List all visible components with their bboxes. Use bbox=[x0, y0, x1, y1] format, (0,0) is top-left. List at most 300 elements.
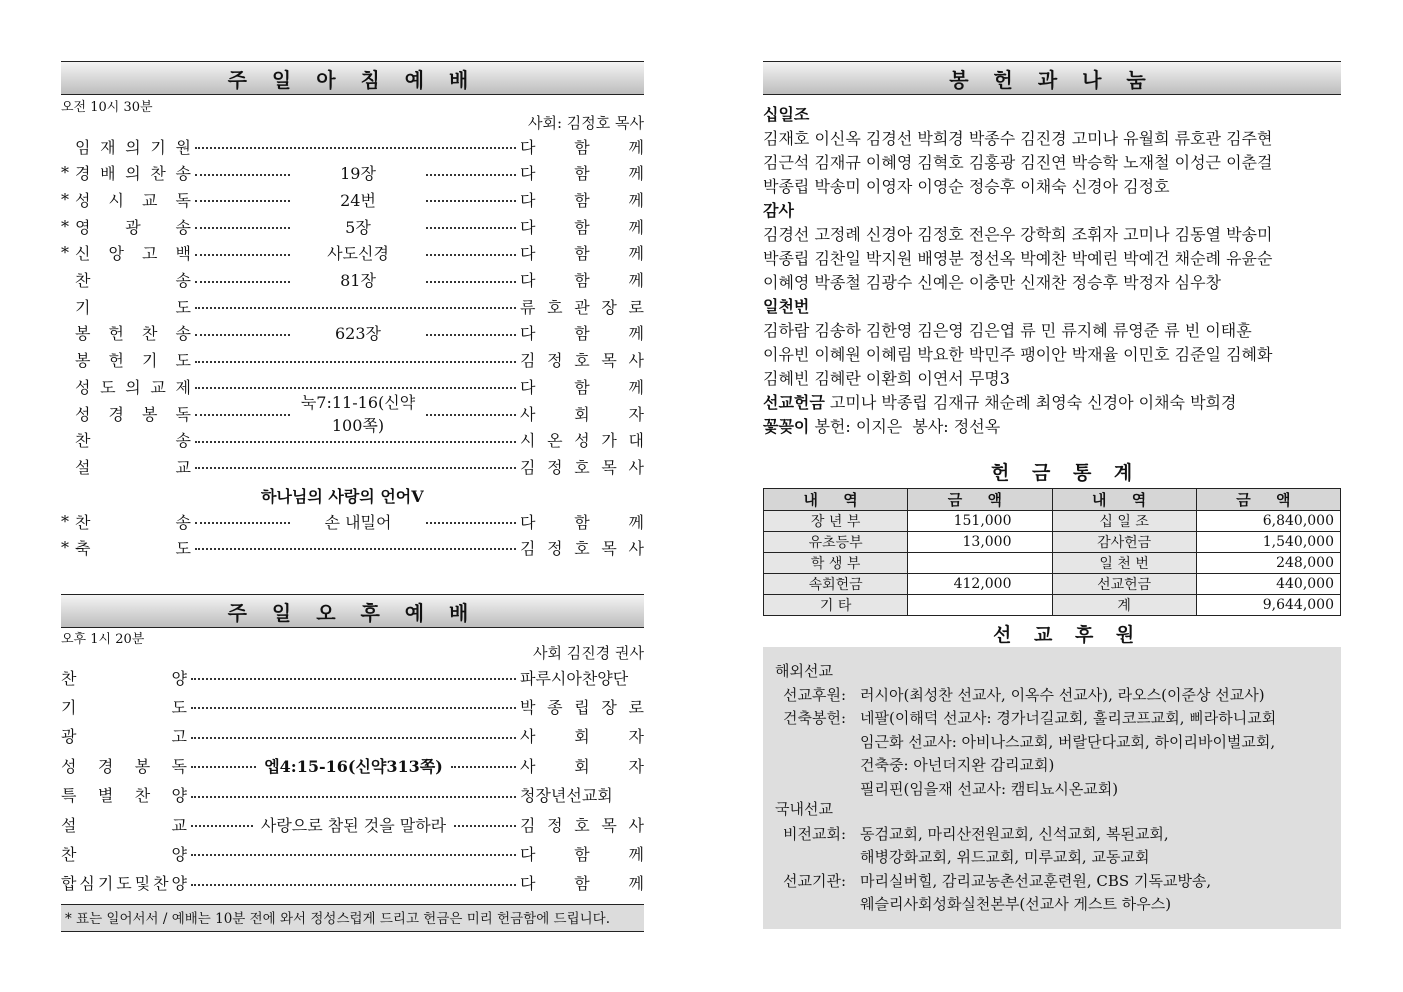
thanks-line: 이혜영 박종철 김광수 신예은 이충만 신재찬 정승후 박정자 심우창 bbox=[763, 273, 1222, 292]
star-mark: * bbox=[61, 163, 69, 183]
char: 목 bbox=[601, 457, 617, 477]
order-name bbox=[75, 348, 191, 371]
char: 도 bbox=[116, 874, 132, 894]
char: 찬 bbox=[142, 324, 158, 344]
order-name bbox=[61, 754, 187, 777]
char: 양 bbox=[171, 874, 187, 894]
leader-dots bbox=[195, 548, 516, 550]
stats-row bbox=[764, 553, 1341, 574]
order-row bbox=[61, 269, 644, 291]
char: 송 bbox=[175, 164, 191, 184]
order-row bbox=[61, 842, 644, 864]
stats-category: 계 bbox=[1052, 595, 1196, 616]
char: 사 bbox=[520, 727, 536, 747]
building-text: 임근화 선교사: 아비나스교회, 버랄단다교회, 하이리바이벌교회, bbox=[860, 733, 1276, 751]
leader-dots bbox=[191, 766, 256, 768]
char: 다 bbox=[520, 844, 536, 864]
order-detail: 사랑으로 참된 것을 말하라 bbox=[260, 815, 447, 835]
char: 께 bbox=[628, 377, 644, 397]
char: 정 bbox=[547, 457, 563, 477]
char: 및 bbox=[134, 874, 151, 894]
order-row bbox=[61, 784, 644, 806]
leader-dots bbox=[195, 307, 516, 309]
stats-row bbox=[764, 511, 1341, 532]
char: 립 bbox=[574, 697, 590, 717]
order-detail: 5장 bbox=[345, 217, 371, 237]
star-mark: * bbox=[61, 189, 69, 209]
char: 께 bbox=[628, 244, 644, 264]
char: 함 bbox=[574, 137, 590, 157]
leader-dots bbox=[195, 414, 290, 416]
char: 로 bbox=[628, 697, 644, 717]
officiant bbox=[520, 135, 644, 158]
officiant bbox=[520, 295, 644, 318]
order-name bbox=[61, 813, 187, 836]
char: 원 bbox=[175, 137, 191, 157]
left-column bbox=[61, 0, 644, 992]
char: 함 bbox=[574, 190, 590, 210]
char: 설 bbox=[61, 815, 77, 835]
leader-dots bbox=[195, 441, 516, 443]
order-detail: 눅7:11-16(신약100쪽) bbox=[300, 393, 416, 435]
vision-text: 해병강화교회, 위드교회, 미루교회, 교동교회 bbox=[860, 848, 1150, 866]
char: 도 bbox=[175, 297, 191, 317]
order-name bbox=[75, 188, 191, 211]
daily-line: 김하람 김송하 김한영 김은영 김은엽 류 민 류지혜 류영준 류 빈 이태훈 bbox=[763, 321, 1252, 340]
mission-support-box bbox=[763, 647, 1341, 929]
leader-dots bbox=[195, 281, 290, 283]
officiant bbox=[520, 536, 644, 559]
order-name bbox=[75, 402, 191, 425]
officiant bbox=[520, 321, 644, 344]
stats-header: 내 역 bbox=[764, 489, 908, 511]
stats-amount: 9,644,000 bbox=[1196, 595, 1340, 616]
flower-text: 봉헌: 이지은 봉사: 정선옥 bbox=[814, 417, 1001, 436]
stats-amount: 1,540,000 bbox=[1196, 532, 1340, 553]
char: 성 bbox=[75, 190, 91, 210]
stats-row bbox=[764, 574, 1341, 595]
char: 영 bbox=[75, 217, 91, 237]
char: 함 bbox=[574, 844, 590, 864]
char: 경 bbox=[108, 404, 124, 424]
daily-label: 일천번 bbox=[763, 297, 810, 316]
order-row bbox=[61, 455, 644, 477]
overseas-label: 해외선교 bbox=[775, 662, 833, 680]
char: 축 bbox=[75, 538, 91, 558]
officiant bbox=[520, 428, 644, 451]
agency-text: 마리실버힐, 감리교농촌선교훈련원, CBS 기독교방송, bbox=[860, 872, 1212, 890]
leader-dots bbox=[195, 334, 290, 336]
order-detail: 손 내밀어 bbox=[324, 512, 392, 532]
tithe-label: 십일조 bbox=[763, 105, 810, 124]
order-name bbox=[75, 295, 191, 318]
flower-line bbox=[763, 415, 1341, 439]
order-name bbox=[61, 695, 187, 718]
char: 호 bbox=[547, 297, 563, 317]
char: 송 bbox=[175, 512, 191, 532]
agency-label: 선교기관: bbox=[783, 872, 847, 890]
char: 별 bbox=[97, 786, 114, 806]
char: 헌 bbox=[108, 351, 124, 371]
order-name bbox=[75, 135, 191, 158]
order-row bbox=[61, 162, 644, 184]
char: 송 bbox=[175, 217, 191, 237]
char: 임 bbox=[75, 137, 91, 157]
morning-host: 사회: 김정호 목사 bbox=[527, 114, 644, 132]
support-title: 선 교 후 원 bbox=[993, 624, 1143, 646]
officiant bbox=[520, 842, 644, 865]
order-row bbox=[61, 322, 644, 344]
stats-category: 감사헌금 bbox=[1052, 532, 1196, 553]
order-row bbox=[61, 813, 644, 835]
order-row bbox=[61, 242, 644, 264]
char: 다 bbox=[520, 874, 536, 894]
char: 양 bbox=[171, 844, 187, 864]
order-name bbox=[75, 215, 191, 238]
stats-title: 헌 금 통 계 bbox=[991, 462, 1141, 484]
leader-dots bbox=[191, 796, 516, 798]
char: 함 bbox=[574, 512, 590, 532]
leader-dots bbox=[426, 522, 516, 524]
order-name bbox=[75, 375, 191, 398]
order-row bbox=[61, 429, 644, 451]
order-detail: 사도신경 bbox=[327, 244, 389, 264]
char: 관 bbox=[574, 297, 590, 317]
officiant bbox=[520, 813, 644, 836]
char: 호 bbox=[574, 351, 590, 371]
leader-dots bbox=[426, 227, 516, 229]
agency-text: 웨슬리사회성화실천본부(선교사 게스트 하우스) bbox=[860, 895, 1172, 913]
leader-dots bbox=[451, 766, 516, 768]
char: 께 bbox=[628, 844, 644, 864]
char: 의 bbox=[125, 164, 141, 184]
order-row bbox=[61, 393, 644, 435]
building-text: 건축중: 아넌더지완 감리교회) bbox=[860, 756, 1055, 774]
char: 기 bbox=[75, 297, 91, 317]
char: 교 bbox=[175, 457, 191, 477]
char: 헌 bbox=[108, 324, 124, 344]
char: 성 bbox=[75, 404, 91, 424]
char: 함 bbox=[574, 217, 590, 237]
char: 류 bbox=[520, 297, 536, 317]
char: 함 bbox=[574, 164, 590, 184]
order-name bbox=[61, 666, 187, 689]
order-name bbox=[61, 724, 187, 747]
leader-dots bbox=[191, 678, 516, 680]
order-name bbox=[75, 510, 191, 533]
order-detail: 623장 bbox=[335, 324, 381, 344]
char: 찬 bbox=[75, 512, 91, 532]
building-text: 필리핀(임을재 선교사: 캠티뇨시온교회) bbox=[860, 780, 1119, 798]
stats-amount bbox=[908, 595, 1052, 616]
leader-dots bbox=[195, 147, 516, 149]
char: 께 bbox=[628, 512, 644, 532]
building-text: 네팔(이해덕 선교사: 경가너길교회, 훌리코프교회, 삐라하니교회 bbox=[860, 709, 1277, 727]
char: 장 bbox=[601, 697, 617, 717]
officiant bbox=[520, 241, 644, 264]
char: 다 bbox=[520, 324, 536, 344]
leader-dots bbox=[191, 707, 516, 709]
char: 김 bbox=[520, 457, 536, 477]
char: 의 bbox=[125, 377, 141, 397]
char: 자 bbox=[628, 404, 644, 424]
char: 기 bbox=[97, 874, 114, 894]
order-detail: 엡4:15-16(신약313쪽) bbox=[264, 756, 443, 776]
tithe-line: 김근석 김재규 이혜영 김혁호 김홍광 김진연 박승학 노재철 이성근 이춘걸 bbox=[763, 153, 1273, 172]
tithe-line: 김재호 이신옥 김경선 박희경 박종수 김진경 고미나 유월희 류호관 김주현 bbox=[763, 129, 1273, 148]
char: 경 bbox=[75, 164, 91, 184]
char: 교 bbox=[142, 190, 158, 210]
char: 재 bbox=[100, 137, 116, 157]
char: 특 bbox=[61, 786, 77, 806]
char: 함 bbox=[574, 377, 590, 397]
char: 다 bbox=[520, 164, 536, 184]
leader-dots bbox=[454, 825, 516, 827]
char: 목 bbox=[601, 538, 617, 558]
char: 제 bbox=[175, 377, 191, 397]
order-name bbox=[75, 321, 191, 344]
leader-dots bbox=[191, 884, 516, 886]
char: 양 bbox=[171, 668, 187, 688]
order-row bbox=[61, 536, 644, 558]
char: 경 bbox=[97, 756, 114, 776]
char: 찬 bbox=[61, 668, 77, 688]
char: 호 bbox=[574, 538, 590, 558]
char: 설 bbox=[75, 457, 91, 477]
char: 함 bbox=[574, 271, 590, 290]
building-label: 건축봉헌: bbox=[783, 709, 847, 727]
order-name bbox=[61, 871, 187, 894]
stats-amount: 248,000 bbox=[1196, 553, 1340, 574]
char: 고 bbox=[142, 244, 158, 264]
char: 함 bbox=[574, 324, 590, 344]
vision-text: 동검교회, 마리산전원교회, 신석교회, 복된교회, bbox=[860, 825, 1169, 843]
char: 목 bbox=[601, 351, 617, 371]
char: 께 bbox=[628, 324, 644, 344]
char: 자 bbox=[628, 756, 645, 776]
char: 찬 bbox=[61, 844, 77, 864]
morning-time: 오전 10시 30분 bbox=[61, 100, 153, 115]
order-row bbox=[61, 725, 644, 747]
char: 회 bbox=[574, 756, 590, 776]
daily-line: 이유빈 이혜원 이혜림 박요한 박민주 팽이안 박재율 이민호 김준일 김혜화 bbox=[763, 345, 1273, 364]
sermon-title: 하나님의 사랑의 언어Ⅴ bbox=[261, 487, 424, 506]
offering-title: 봉 헌 과 나 눔 bbox=[763, 61, 1341, 95]
leader-dots bbox=[191, 854, 516, 856]
order-name bbox=[75, 428, 191, 451]
char: 종 bbox=[547, 697, 563, 717]
char: 앙 bbox=[108, 244, 124, 264]
char: 다 bbox=[520, 377, 536, 397]
char: 찬 bbox=[75, 271, 91, 290]
char: 송 bbox=[175, 324, 191, 344]
char: 다 bbox=[520, 190, 536, 210]
mission-offering-names: 고미나 박종립 김재규 채순례 최영숙 신경아 이채숙 박희경 bbox=[829, 393, 1237, 412]
order-row bbox=[61, 754, 644, 776]
star-mark: * bbox=[61, 537, 69, 557]
order-row bbox=[61, 295, 644, 317]
char: 봉 bbox=[142, 404, 158, 424]
stats-category: 일 천 번 bbox=[1052, 553, 1196, 574]
stats-amount: 412,000 bbox=[908, 574, 1052, 595]
order-row bbox=[61, 510, 644, 532]
char: 신 bbox=[75, 244, 91, 264]
leader-dots bbox=[426, 281, 516, 283]
char: 도 bbox=[175, 538, 191, 558]
char: 사 bbox=[628, 815, 644, 835]
stats-header: 내 역 bbox=[1052, 489, 1196, 511]
officiant: 청장년선교회 bbox=[520, 786, 613, 806]
officiant bbox=[520, 375, 644, 398]
order-name bbox=[75, 268, 191, 291]
char: 독 bbox=[175, 404, 191, 424]
char: 다 bbox=[520, 271, 536, 290]
char: 백 bbox=[175, 244, 191, 264]
char: 온 bbox=[547, 431, 563, 451]
footer-note-text: * 표는 일어서서 / 예배는 10분 전에 와서 정성스럽게 드리고 헌금은 미리 헌금함에 드립니다. bbox=[65, 911, 610, 927]
tithe-line: 박종립 박송미 이영자 이영순 정승후 이채숙 신경아 김정호 bbox=[763, 177, 1170, 196]
order-row bbox=[61, 135, 644, 157]
char: 정 bbox=[547, 351, 563, 371]
char: 사 bbox=[520, 404, 536, 424]
mission-offering-line bbox=[763, 391, 1341, 415]
afternoon-service-title: 주 일 오 후 예 배 bbox=[61, 594, 644, 628]
stats-category: 속회헌금 bbox=[764, 574, 908, 595]
leader-dots bbox=[195, 467, 516, 469]
stats-amount: 13,000 bbox=[908, 532, 1052, 553]
order-name bbox=[75, 455, 191, 478]
star-mark: * bbox=[61, 243, 69, 263]
order-detail: 19장 bbox=[340, 164, 376, 184]
char: 다 bbox=[520, 137, 536, 157]
char: 다 bbox=[520, 512, 536, 532]
leader-dots bbox=[191, 825, 253, 827]
char: 자 bbox=[628, 727, 644, 747]
order-name bbox=[75, 241, 191, 264]
daily-line: 김혜빈 김혜란 이환희 이연서 무명3 bbox=[763, 369, 1010, 388]
char: 의 bbox=[125, 137, 141, 157]
char: 송 bbox=[175, 431, 191, 451]
char: 독 bbox=[171, 756, 187, 776]
char: 로 bbox=[628, 297, 644, 317]
char: 사 bbox=[520, 756, 536, 776]
officiant bbox=[520, 695, 644, 718]
officiant: 파루시아찬양단 bbox=[520, 668, 629, 688]
char: 함 bbox=[574, 244, 590, 264]
stats-amount bbox=[908, 553, 1052, 574]
char: 교 bbox=[171, 815, 187, 835]
order-row bbox=[61, 188, 644, 210]
char: 교 bbox=[150, 377, 166, 397]
order-name bbox=[75, 536, 191, 559]
leader-dots bbox=[426, 254, 516, 256]
char: 회 bbox=[574, 404, 590, 424]
char: 호 bbox=[574, 457, 590, 477]
star-mark: * bbox=[61, 511, 69, 531]
officiant bbox=[520, 510, 644, 533]
char: 광 bbox=[125, 217, 141, 237]
order-detail: 24번 bbox=[340, 190, 376, 210]
order-name bbox=[75, 161, 191, 184]
stats-category: 유초등부 bbox=[764, 532, 908, 553]
officiant bbox=[520, 348, 644, 371]
support-text: 러시아(최성찬 선교사, 이옥수 선교사), 라오스(이준상 선교사) bbox=[860, 686, 1265, 704]
stats-header-row bbox=[764, 489, 1341, 511]
char: 도 bbox=[175, 351, 191, 371]
char: 께 bbox=[628, 164, 644, 184]
char: 께 bbox=[628, 137, 644, 157]
stats-amount: 440,000 bbox=[1196, 574, 1340, 595]
officiant bbox=[520, 161, 644, 184]
char: 찬 bbox=[153, 874, 169, 894]
leader-dots bbox=[426, 334, 516, 336]
char: 호 bbox=[574, 815, 590, 835]
support-label: 선교후원: bbox=[783, 686, 847, 704]
vision-label: 비전교회: bbox=[783, 825, 847, 843]
stats-amount: 6,840,000 bbox=[1196, 511, 1340, 532]
officiant bbox=[520, 402, 644, 425]
char: 고 bbox=[171, 727, 187, 747]
stats-row bbox=[764, 532, 1341, 553]
char: 께 bbox=[628, 271, 644, 290]
thanks-line: 박종립 김찬일 박지원 배영분 정선옥 박예찬 박예린 박예건 채순례 유윤순 bbox=[763, 249, 1273, 268]
char: 성 bbox=[61, 756, 77, 776]
leader-dots bbox=[195, 361, 516, 363]
star-mark: * bbox=[61, 216, 69, 236]
char: 께 bbox=[628, 874, 644, 894]
char: 정 bbox=[547, 815, 563, 835]
char: 박 bbox=[520, 697, 536, 717]
afternoon-host: 사회 김진경 권사 bbox=[533, 644, 644, 662]
order-row bbox=[61, 666, 644, 688]
char: 기 bbox=[150, 137, 166, 157]
order-detail: 81장 bbox=[340, 271, 376, 290]
officiant bbox=[520, 724, 644, 747]
stats-row bbox=[764, 595, 1341, 616]
footer-note bbox=[61, 904, 644, 932]
char: 사 bbox=[628, 351, 644, 371]
leader-dots bbox=[195, 254, 290, 256]
char: 시 bbox=[108, 190, 124, 210]
leader-dots bbox=[195, 200, 290, 202]
char: 찬 bbox=[134, 786, 151, 806]
stats-category: 학 생 부 bbox=[764, 553, 908, 574]
char: 봉 bbox=[134, 756, 151, 776]
char: 양 bbox=[171, 786, 187, 806]
leader-dots bbox=[426, 174, 516, 176]
morning-service-title: 주 일 아 침 예 배 bbox=[61, 61, 644, 95]
domestic-label: 국내선교 bbox=[775, 800, 833, 818]
flower-label: 꽃꽂이 bbox=[763, 417, 810, 436]
leader-dots bbox=[195, 174, 290, 176]
char: 목 bbox=[601, 815, 617, 835]
char: 도 bbox=[171, 697, 187, 717]
char: 대 bbox=[628, 431, 644, 451]
char: 송 bbox=[175, 271, 191, 290]
char: 장 bbox=[601, 297, 617, 317]
stats-amount: 151,000 bbox=[908, 511, 1052, 532]
order-row bbox=[61, 872, 644, 894]
leader-dots bbox=[195, 522, 290, 524]
char: 다 bbox=[520, 217, 536, 237]
char: 찬 bbox=[75, 431, 91, 451]
char: 사 bbox=[628, 538, 644, 558]
order-row bbox=[61, 215, 644, 237]
char: 사 bbox=[628, 457, 644, 477]
mission-offering-label: 선교헌금 bbox=[763, 393, 825, 412]
officiant bbox=[520, 188, 644, 211]
stats-header: 금 액 bbox=[908, 489, 1052, 511]
